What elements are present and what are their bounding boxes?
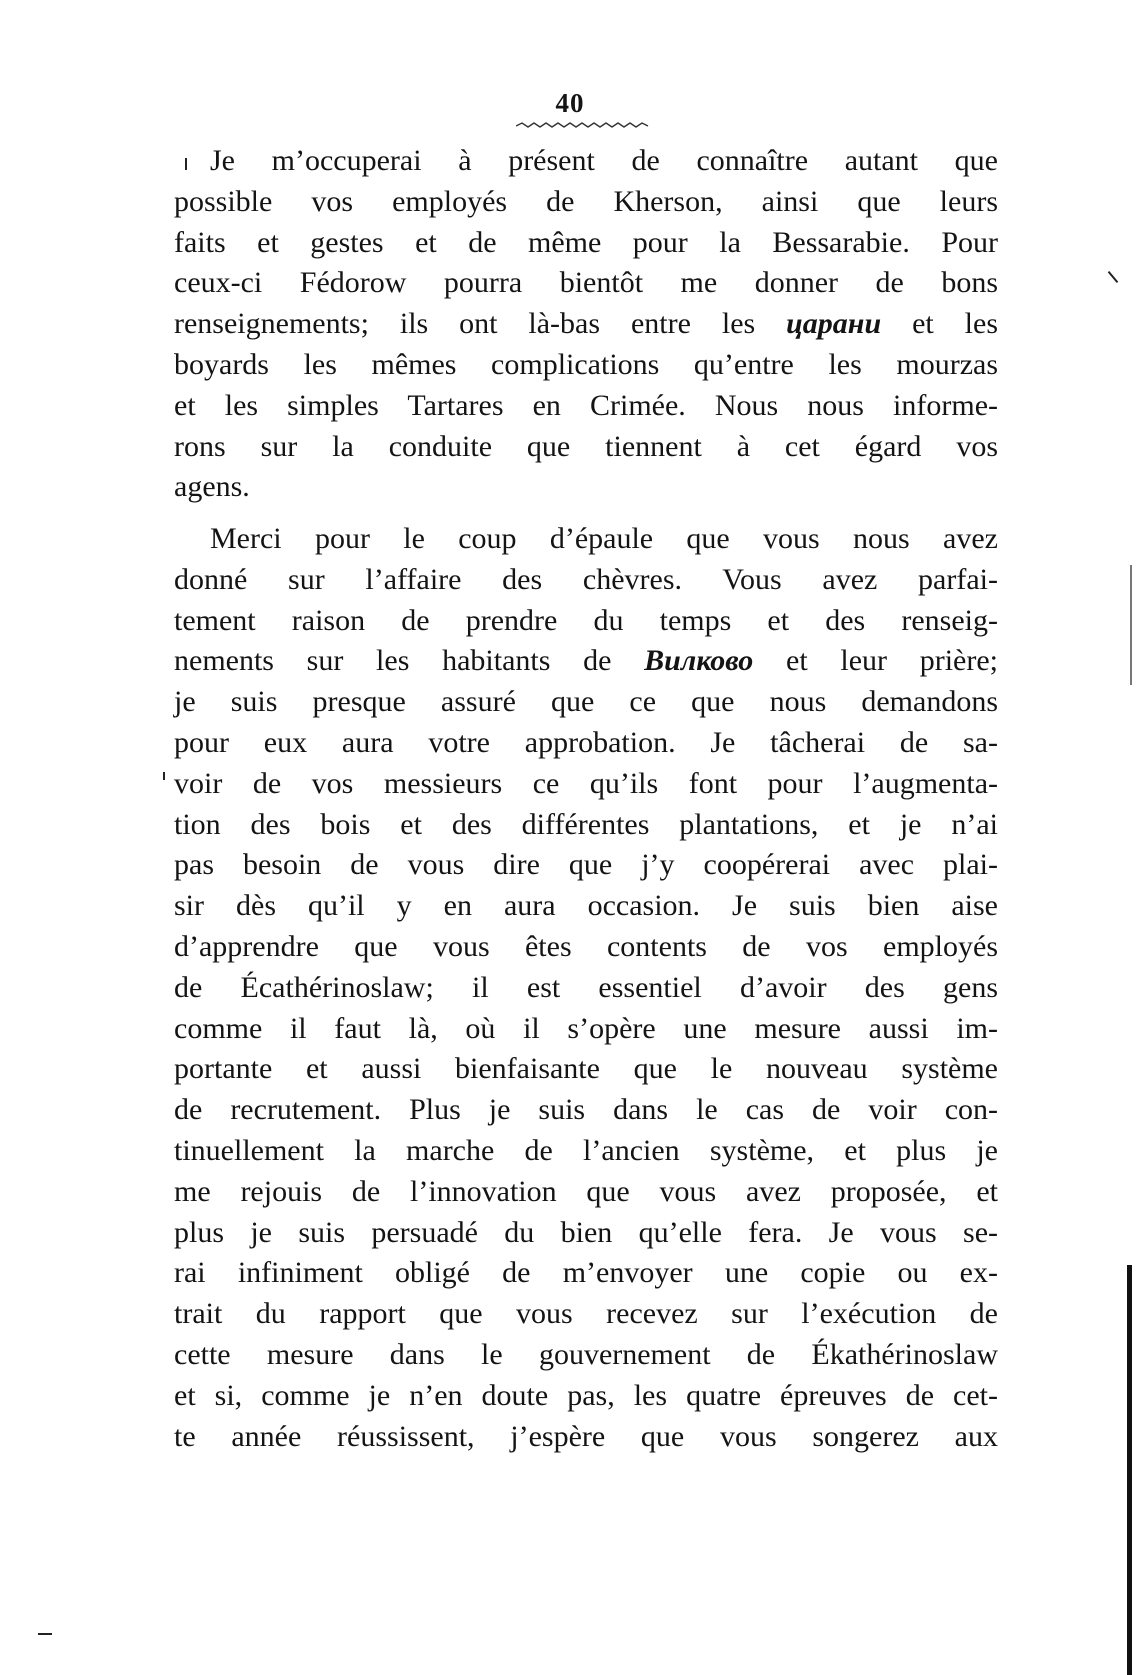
page-number-ornament	[516, 120, 652, 130]
scan-mark	[38, 1633, 52, 1635]
scan-mark	[163, 772, 165, 780]
russian-word: Вилково	[644, 644, 754, 678]
paragraph-2	[174, 519, 998, 1457]
text-line: comme il faut là, où il s’opère une mesure aussi im-	[174, 1011, 998, 1045]
text-line: de recrutement. Plus je suis dans le cas de voir con-	[174, 1093, 998, 1127]
text-line: pour eux aura votre approbation. Je tâcherai de sa-	[174, 725, 998, 759]
text-line: sir dès qu’il y en aura occasion. Je suis bien aise	[174, 889, 998, 923]
text-line: et les simples Tartares en Crimée. Nous nous informe-	[174, 388, 998, 422]
scan-mark	[1108, 271, 1119, 283]
page-number: 40	[555, 88, 585, 118]
text-line: tion des bois et des différentes plantations, et je n’ai	[174, 807, 998, 841]
text-line: cette mesure dans le gouvernement de Ékathérinoslaw	[174, 1337, 998, 1371]
text-line: rons sur la conduite que tiennent à cet égard vos	[174, 429, 998, 463]
text-line-with-russian	[174, 641, 998, 682]
text-fragment: et les	[912, 307, 998, 341]
text-line: te année réussissent, j’espère que vous songerez aux	[174, 1419, 998, 1453]
text-line: d’apprendre que vous êtes contents de vos employés	[174, 929, 998, 963]
text-line: je suis presque assuré que ce que nous demandons	[174, 685, 998, 719]
text-line: trait du rapport que vous recevez sur l’exécution de	[174, 1297, 998, 1331]
text-line: donné sur l’affaire des chèvres. Vous avez parfai-	[174, 562, 998, 596]
text-line: boyards les mêmes complications qu’entre les mourzas	[174, 347, 998, 381]
text-line-with-russian	[174, 304, 998, 345]
paragraph-1	[174, 141, 998, 508]
text-line: voir de vos messieurs ce qu’ils font pour l’augmenta-	[174, 766, 998, 800]
scan-edge-line	[1127, 1265, 1132, 1675]
scan-mark	[185, 158, 187, 170]
text-line: ceux-ci Fédorow pourra bientôt me donner de bons	[174, 266, 998, 300]
russian-word: царани	[786, 307, 882, 341]
text-line: pas besoin de vous dire que j’y coopérerai avec plai-	[174, 848, 998, 882]
text-fragment: renseignements; ils ont là-bas entre les	[174, 307, 756, 341]
text-line: faits et gestes et de même pour la Bessarabie. Pour	[174, 225, 998, 259]
text-line: de Écathérinoslaw; il est essentiel d’avoir des gens	[174, 970, 998, 1004]
text-line: portante et aussi bienfaisante que le nouveau système	[174, 1052, 998, 1086]
text-line: et si, comme je n’en doute pas, les quatre épreuves de cet-	[174, 1378, 998, 1412]
scan-edge-line	[1130, 565, 1132, 685]
text-fragment: et leur prière;	[786, 644, 999, 678]
text-line: agens.	[174, 470, 250, 504]
text-line: plus je suis persuadé du bien qu’elle fera. Je vous se-	[174, 1215, 998, 1249]
text-line: me rejouis de l’innovation que vous avez proposée, et	[174, 1174, 998, 1208]
text-line: Merci pour le coup d’épaule que vous nous avez	[210, 522, 998, 555]
text-line: rai infiniment obligé de m’envoyer une copie ou ex-	[174, 1256, 998, 1290]
text-fragment: nements sur les habitants de	[174, 644, 612, 678]
text-line: possible vos employés de Kherson, ainsi que leurs	[174, 184, 998, 218]
text-line: tinuellement la marche de l’ancien système, et plus je	[174, 1133, 998, 1167]
text-line: Je m’occuperai à présent de connaître autant que	[210, 144, 998, 177]
text-line: tement raison de prendre du temps et des renseig-	[174, 603, 998, 637]
